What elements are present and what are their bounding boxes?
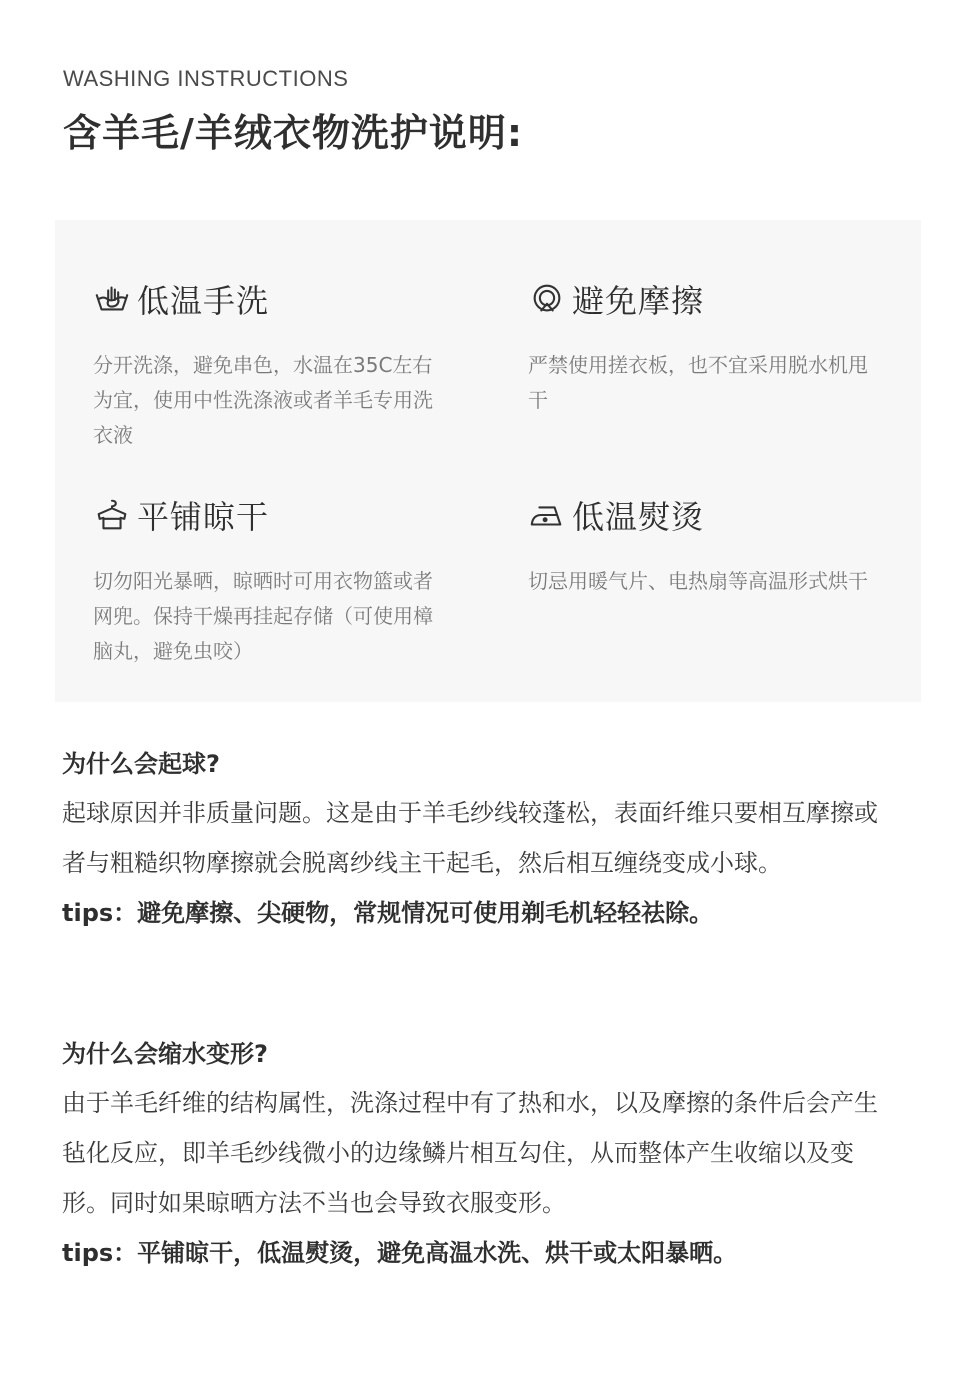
- care-card-low-iron: [526, 492, 886, 599]
- care-card-hand-wash: [91, 276, 451, 453]
- faq-question: 为什么会起球?: [62, 750, 220, 778]
- care-card-no-friction: [526, 276, 886, 418]
- faq-tips: tips：避免摩擦、尖硬物，常规情况可使用剃毛机轻轻祛除。: [62, 899, 714, 927]
- page-title: 含羊毛/羊绒衣物洗护说明:: [63, 111, 524, 155]
- no-friction-icon: [526, 278, 568, 320]
- hand-wash-icon: [91, 278, 133, 320]
- card-title: 低温熨烫: [572, 498, 705, 536]
- faq-shrinkage: [62, 1032, 882, 1278]
- card-title: 低温手洗: [137, 282, 270, 320]
- card-description: 严禁使用搓衣板，也不宜采用脱水机甩干: [528, 353, 868, 412]
- flat-dry-icon: [91, 494, 133, 536]
- low-iron-icon: [526, 494, 568, 536]
- card-description: 分开洗涤，避免串色，水温在35C左右为宜，使用中性洗涤液或者羊毛专用洗衣液: [93, 353, 433, 447]
- card-description: 切勿阳光暴晒，晾晒时可用衣物篮或者网兜。保持干燥再挂起存储（可使用樟脑丸，避免虫咬）: [93, 569, 433, 663]
- care-panel: [55, 220, 921, 702]
- faq-pilling: [62, 742, 882, 938]
- faq-answer: 由于羊毛纤维的结构属性，洗涤过程中有了热和水，以及摩擦的条件后会产生毡化反应，即羊毛纱线微小的边缘鳞片相互勾住，从而整体产生收缩以及变形。同时如果晾晒方法不当也会导致衣服变形。: [62, 1089, 878, 1217]
- faq-answer: 起球原因并非质量问题。这是由于羊毛纱线较蓬松，表面纤维只要相互摩擦或者与粗糙织物摩擦就会脱离纱线主干起毛，然后相互缠绕变成小球。: [62, 799, 878, 877]
- card-title: 平铺晾干: [137, 498, 270, 536]
- faq-tips: tips：平铺晾干，低温熨烫，避免高温水洗、烘干或太阳暴晒。: [62, 1239, 738, 1267]
- eyebrow-label: WASHING INSTRUCTIONS: [63, 66, 349, 91]
- card-description: 切忌用暖气片、电热扇等高温形式烘干: [528, 569, 868, 593]
- faq-question: 为什么会缩水变形?: [62, 1040, 268, 1068]
- care-card-flat-dry: [91, 492, 451, 669]
- card-title: 避免摩擦: [572, 282, 705, 320]
